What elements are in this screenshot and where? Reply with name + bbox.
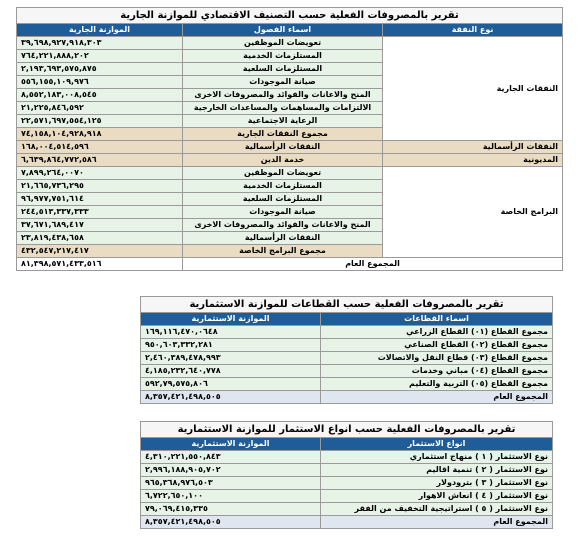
col-investment-amount: الموازنة الاستثمارية: [141, 438, 321, 451]
investment-type-name: نوع الاستثمار ( ٢ ) تنمية اقاليم: [321, 464, 553, 477]
capital-label: النفقات الرأسمالية: [183, 141, 383, 154]
investment-type-amount: ٢,٩٩٦,١٨٨,٩٠٥,٧٠٢: [141, 464, 321, 477]
investment-types-grand-amount: ٨,٣٥٧,٤٢١,٤٩٨,٥٠٥: [141, 516, 321, 529]
sector-name: مجموع القطاع (٠١) القطاع الزراعي: [321, 326, 553, 339]
sector-name: مجموع القطاع (٠٣) قطاع النقل والاتصالات: [321, 352, 553, 365]
sector-amount: ٢,٤٦٠,٣٨٩,٤٧٨,٩٩٣: [141, 352, 321, 365]
sector-amount: ٩٥٠,٦٠٣,٣٣٢,٢٨١: [141, 339, 321, 352]
row-amount: ٢٣,٨١٩,٤٣٨,٦٥٨: [17, 232, 183, 245]
col-sector-name: اسماء القطاعات: [321, 313, 553, 326]
grand-total-amount: ٨١,٣٩٨,٥٧١,٤٣٣,٥١٦: [17, 258, 183, 271]
row-name: المنح والاعانات والفوائد والمصروفات الاخرى: [183, 89, 383, 102]
row-name: المستلزمات الخدمية: [183, 50, 383, 63]
row-name: المستلزمات السلعية: [183, 193, 383, 206]
sectors-grand-label: المجموع العام: [321, 391, 553, 404]
type-current: النفقات الجارية: [383, 37, 563, 141]
col-investment-type: انواع الاستثمار: [321, 438, 553, 451]
row-amount: ٢١,٦٦٥,٧٣٦,٢٩٥: [17, 180, 183, 193]
investment-type-amount: ٦,٧٢٢,٦٥٠,١٠٠: [141, 490, 321, 503]
row-amount: ٢١,٢٢٥,٨٤٦,٥٩٢: [17, 102, 183, 115]
row-amount: ٣٧,٦٧١,٦٨٩,٤١٧: [17, 219, 183, 232]
row-name: الالتزامات والمساهمات والمساعدات الخارجية: [183, 102, 383, 115]
grand-total-label: المجموع العام: [183, 258, 563, 271]
investment-types-grand-label: المجموع العام: [321, 516, 553, 529]
sector-amount: ١٦٩,١١٦,٤٧٠,٠٦٤٨: [141, 326, 321, 339]
type-capital: النفقات الرأسمالية: [383, 141, 563, 154]
investment-type-name: نوع الاستثمار ( ٤ ) انعاش الاهوار: [321, 490, 553, 503]
current-budget-title: تقرير بالمصروفات الفعلية حسب التصنيف الاقتصادي للموازنة الجارية: [17, 8, 563, 24]
row-name: الرعاية الاجتماعية: [183, 115, 383, 128]
investment-type-name: نوع الاستثمار ( ٥ ) استراتيجية التخفيف من الفقر: [321, 503, 553, 516]
col-expense-type: نوع النفقة: [383, 24, 563, 37]
investment-type-amount: ٩٦٥,٣٦٨,٩٧٦,٥٠٣: [141, 477, 321, 490]
row-name: المنح والاعانات والفوائد والمصروفات الاخرى: [183, 219, 383, 232]
sector-name: مجموع القطاع (٠٢) القطاع الصناعي: [321, 339, 553, 352]
row-amount: ٩٦,٩٧٧,٧٥١,٦١٤: [17, 193, 183, 206]
special-sum-amount: ٤٣٢,٥٤٧,٢١٧,٤١٧: [17, 245, 183, 258]
debt-label: خدمة الدين: [183, 154, 383, 167]
sectors-title: تقرير بالمصروفات الفعلية حسب القطاعات للموازنة الاستثمارية: [141, 297, 553, 313]
sectors-grand-amount: ٨,٣٥٧,٤٢١,٤٩٨,٥٠٥: [141, 391, 321, 404]
row-name: صيانة الموجودات: [183, 76, 383, 89]
investment-type-amount: ٤,٣١٠,٢٢١,٥٥٠,٨٤٣: [141, 451, 321, 464]
row-name: المستلزمات السلعية: [183, 63, 383, 76]
sector-amount: ٥٩٢,٧٩,٥٧٥,٨٠٦: [141, 378, 321, 391]
capital-amount: ١٦٨,٠٠٤,٥١٤,٥٩٦: [17, 141, 183, 154]
row-name: النفقات الرأسمالية: [183, 232, 383, 245]
col-current-amount: الموازنة الجارية: [17, 24, 183, 37]
sector-name: مجموع القطاع (٠٤) مباني وخدمات: [321, 365, 553, 378]
row-amount: ٧,٨٩٩,٢٦٤,٠٠٧٠: [17, 167, 183, 180]
row-amount: ٥٥٦,١٥٥,١٠٩,٩٧٦: [17, 76, 183, 89]
sectors-table: [140, 296, 553, 404]
debt-amount: ٦,٦٣٩,٨٦٤,٧٧٢,٥٨٦: [17, 154, 183, 167]
type-debt: المديونية: [383, 154, 563, 167]
current-budget-table: [16, 7, 563, 271]
sector-amount: ٤,١٨٥,٢٣٢,٦٤٠,٧٧٨: [141, 365, 321, 378]
investment-type-name: نوع الاستثمار ( ٣ ) بترودولار: [321, 477, 553, 490]
row-amount: ٣٩,٦٩٨,٩٢٧,٩١٨,٣٠٣: [17, 37, 183, 50]
row-amount: ٨,٥٥٢,١٨٣,٠٠٨,٥٤٥: [17, 89, 183, 102]
investment-type-amount: ٧٩,٠٦٩,٤١٥,٣٣٥: [141, 503, 321, 516]
sector-name: مجموع القطاع (٠٥) التربية والتعليم: [321, 378, 553, 391]
row-name: صيانة الموجودات: [183, 206, 383, 219]
col-investment-amount: الموازنة الاستثمارية: [141, 313, 321, 326]
row-amount: ٢,١٩٣,٦٩٣,٥٧٥,٨٧٥: [17, 63, 183, 76]
investment-types-title: تقرير بالمصروفات الفعلية حسب انواع الاستثمار للموازنة الاستثمارية: [141, 422, 553, 438]
row-amount: ٧٦٤,٢٢١,٨٨٨,٢٠٢: [17, 50, 183, 63]
investment-types-table: [140, 421, 553, 529]
investment-type-name: نوع الاستثمار ( ١ ) منهاج استثماري: [321, 451, 553, 464]
type-special: البرامج الخاصة: [383, 167, 563, 258]
row-name: تعويضات الموظفين: [183, 37, 383, 50]
current-sum-label: مجموع النفقات الجارية: [183, 128, 383, 141]
col-chapter-name: اسماء الفصول: [183, 24, 383, 37]
row-amount: ٢٤٤,٥١٣,٣٣٧,٣٣٣: [17, 206, 183, 219]
special-sum-label: مجموع البرامج الخاصة: [183, 245, 383, 258]
row-name: تعويضات الموظفين: [183, 167, 383, 180]
row-name: المستلزمات الخدمية: [183, 180, 383, 193]
current-sum-amount: ٧٤,١٥٨,١٠٤,٩٢٨,٩١٨: [17, 128, 183, 141]
row-amount: ٢٢,٥٧١,٦٩٧,٥٥٤,١٢٥: [17, 115, 183, 128]
